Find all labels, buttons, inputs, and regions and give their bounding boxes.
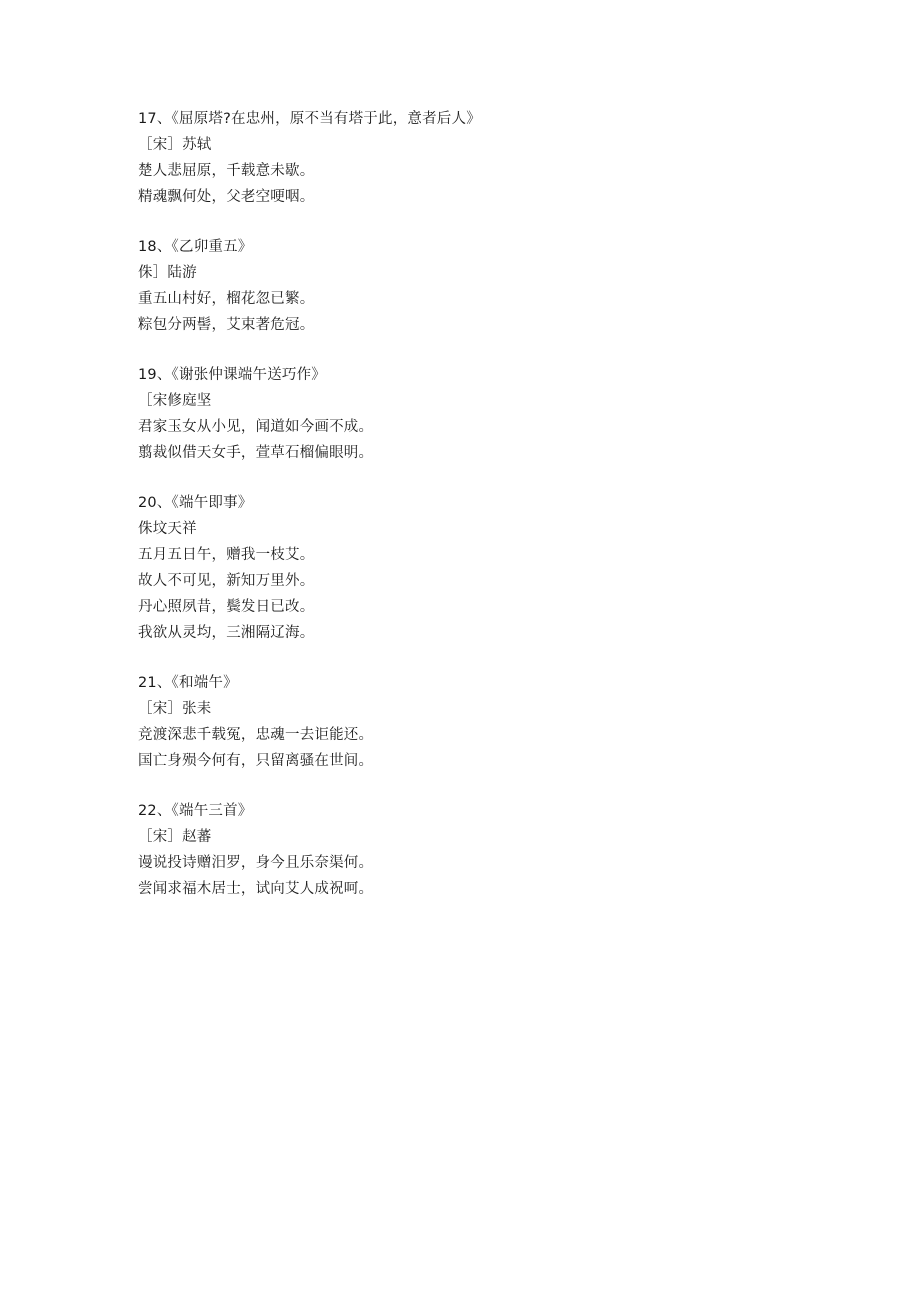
poem-title: 19、《谢张仲课端午送巧作》: [138, 367, 326, 383]
poem-line: 尝闻求福木居士，试向艾人成祝呵。: [138, 881, 374, 897]
poem-title: 22、《端午三首》: [138, 803, 253, 819]
poem-author: ［宋］张耒: [138, 701, 212, 717]
poem-author: ［宋］苏轼: [138, 137, 212, 153]
poem-line: 粽包分两髻，艾束著危冠。: [138, 317, 315, 333]
poem-line: 丹心照夙昔，鬓发日已改。: [138, 599, 315, 615]
poem-line: 五月五日午，赠我一枝艾。: [138, 547, 315, 563]
poem-author: ［宋修庭坚: [138, 393, 212, 409]
poem-line: 重五山村好，榴花忽已繁。: [138, 291, 315, 307]
poem-title: 21、《和端午》: [138, 675, 238, 691]
poem-line: 我欲从灵均，三湘隔辽海。: [138, 625, 315, 641]
poem-title: 18、《乙卯重五》: [138, 239, 253, 255]
poem-line: 国亡身殒今何有，只留离骚在世间。: [138, 753, 374, 769]
poem-line: 竞渡深悲千载冤，忠魂一去讵能还。: [138, 727, 374, 743]
poem-line: 楚人悲屈原，千载意未歇。: [138, 163, 315, 179]
poem-title: 20、《端午即事》: [138, 495, 253, 511]
poem-21: [138, 670, 838, 774]
poem-line: 谩说投诗赠汨罗，身今且乐奈渠何。: [138, 855, 374, 871]
poem-line: 精魂飘何处，父老空哽咽。: [138, 189, 315, 205]
poem-20: [138, 490, 838, 646]
poem-author: 侏坟天祥: [138, 521, 197, 537]
poem-list: [138, 106, 838, 926]
poem-author: ［宋］赵蕃: [138, 829, 212, 845]
poem-22: [138, 798, 838, 902]
poem-author: 侏］陆游: [138, 265, 197, 281]
poem-line: 翦裁似借天女手，萱草石榴偏眼明。: [138, 445, 374, 461]
poem-19: [138, 362, 838, 466]
poem-line: 故人不可见，新知万里外。: [138, 573, 315, 589]
poem-18: [138, 234, 838, 338]
poem-17: [138, 106, 838, 210]
poem-line: 君家玉女从小见，闻道如今画不成。: [138, 419, 374, 435]
poem-title: 17、《屈原塔?在忠州，原不当有塔于此，意者后人》: [138, 111, 481, 127]
